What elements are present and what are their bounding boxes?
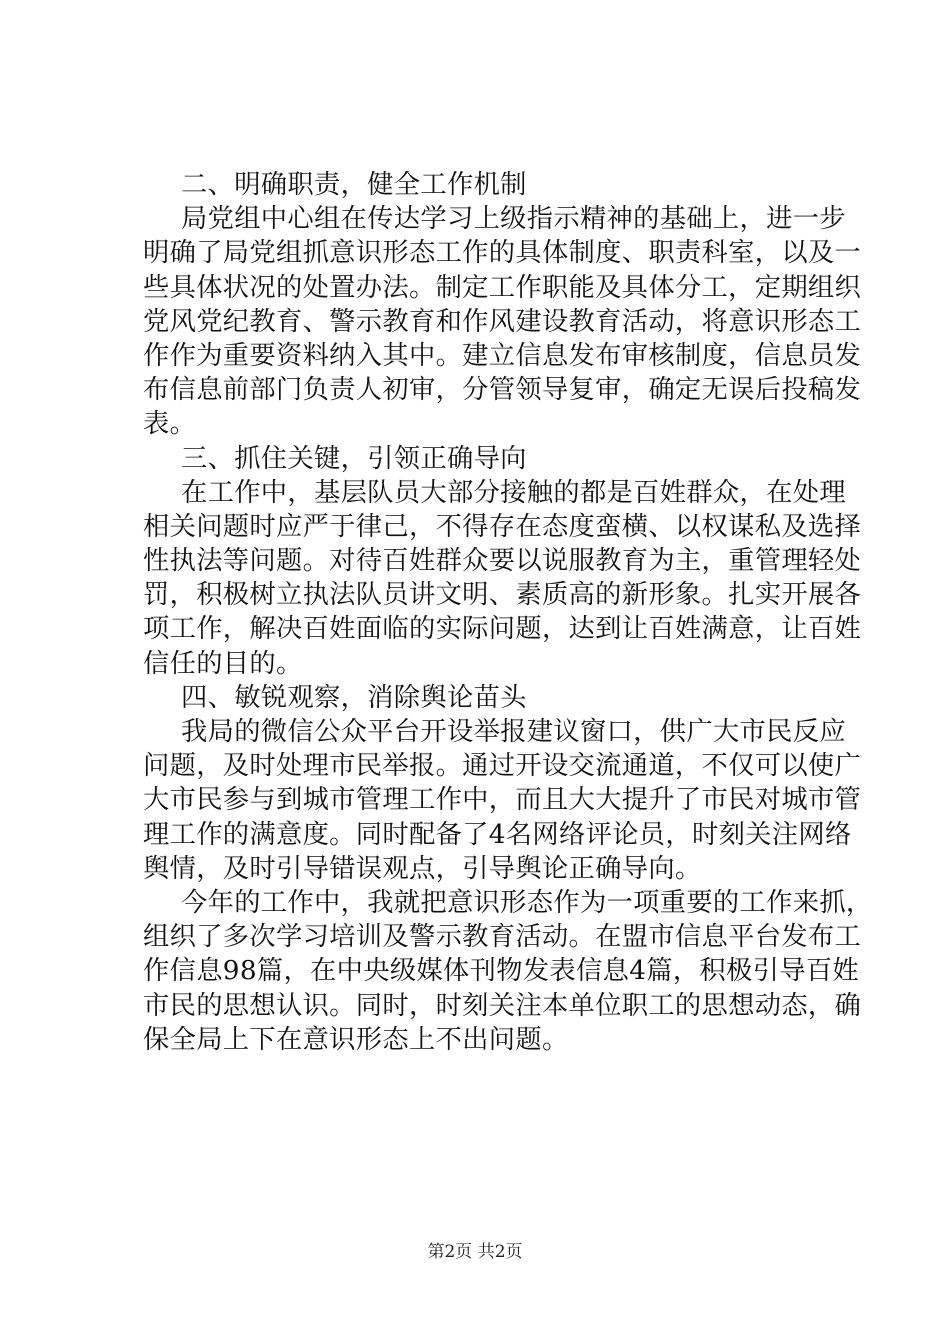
paragraph-line: 罚，积极树立执法队员讲文明、素质高的新形象。扎实开展各: [143, 580, 862, 611]
paragraph-line: 些具体状况的处置办法。制定工作职能及具体分工，定期组织: [143, 272, 862, 303]
paragraph-line: 组织了多次学习培训及警示教育活动。在盟市信息平台发布工: [143, 922, 862, 953]
paragraph-line: 局党组中心组在传达学习上级指示精神的基础上，进一步: [181, 204, 846, 235]
paragraph-public-opinion: [143, 715, 862, 886]
paragraph-line: 项工作，解决百姓面临的实际问题，达到让百姓满意，让百姓: [143, 614, 862, 645]
paragraph-line: 党风党纪教育、警示教育和作风建设教育活动，将意识形态工: [143, 306, 862, 337]
paragraph-line: 作信息98篇，在中央级媒体刊物发表信息4篇，积极引导百姓: [143, 956, 860, 987]
heading-text: 三、抓住关键，引领正确导向: [181, 443, 527, 474]
document-body: [143, 168, 873, 1057]
paragraph-line: 保全局上下在意识形态上不出问题。: [143, 1024, 569, 1055]
paragraph-line: 明确了局党组抓意识形态工作的具体制度、职责科室，以及一: [143, 238, 862, 269]
paragraph-line: 在工作中，基层队员大部分接触的都是百姓群众，在处理: [181, 477, 846, 508]
paragraph-line: 表。: [143, 409, 197, 440]
heading-text: 二、明确职责，健全工作机制: [181, 170, 527, 200]
paragraph-responsibilities: [143, 202, 862, 441]
heading-text: 四、敏锐观察，消除舆论苗头: [181, 682, 527, 713]
paragraph-line: 市民的思想认识。同时，时刻关注本单位职工的思想动态，确: [143, 990, 862, 1021]
paragraph-line: 理工作的满意度。同时配备了4名网络评论员，时刻关注网络: [143, 819, 852, 850]
paragraph-line: 问题，及时处理市民举报。通过开设交流通道，不仅可以使广: [143, 751, 862, 782]
section-heading-2: [143, 168, 823, 202]
page-number-label: 第2页 共2页: [427, 1242, 523, 1262]
paragraph-line: 作作为重要资料纳入其中。建立信息发布审核制度，信息员发: [143, 340, 862, 371]
paragraph-line: 布信息前部门负责人初审，分管领导复审，确定无误后投稿发: [143, 375, 862, 406]
paragraph-line: 相关问题时应严于律己，不得存在态度蛮横、以权谋私及选择: [143, 511, 862, 542]
paragraph-guidance: [143, 476, 862, 681]
paragraph-line: 大市民参与到城市管理工作中，而且大大提升了市民对城市管: [143, 785, 862, 816]
page-footer: [0, 1241, 950, 1263]
section-heading-3: [143, 442, 823, 476]
paragraph-summary: [143, 886, 873, 1057]
paragraph-line: 信任的目的。: [143, 648, 303, 679]
paragraph-line: 今年的工作中，我就把意识形态作为一项重要的工作来抓，: [181, 887, 873, 918]
paragraph-line: 我局的微信公众平台开设举报建议窗口，供广大市民反应: [181, 717, 846, 747]
paragraph-line: 性执法等问题。对待百姓群众要以说服教育为主，重管理轻处: [143, 546, 862, 577]
paragraph-line: 舆情，及时引导错误观点，引导舆论正确导向。: [143, 853, 702, 884]
section-heading-4: [143, 681, 823, 715]
